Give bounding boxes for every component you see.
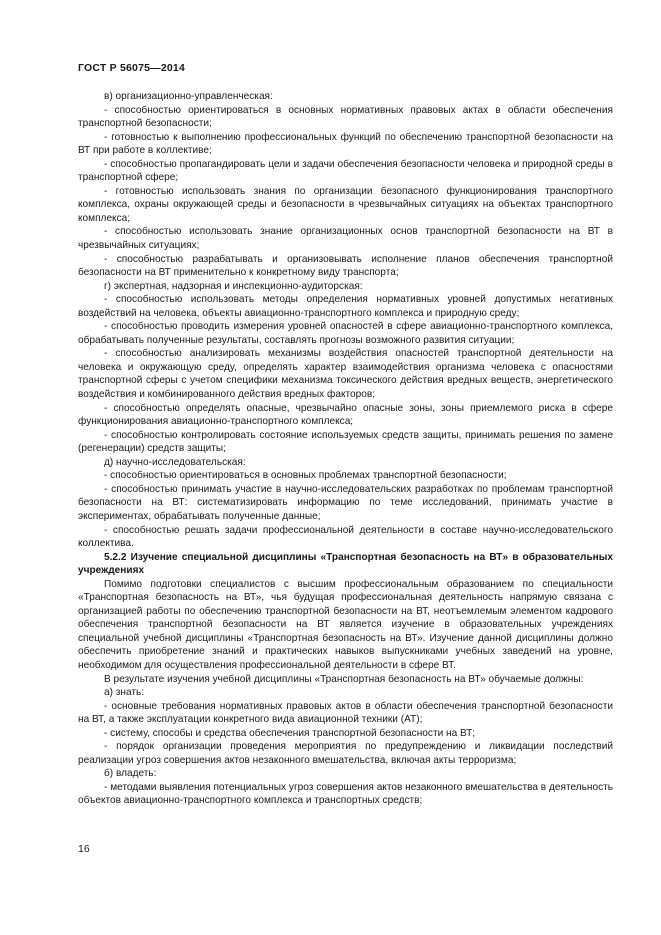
paragraph: - способностью разрабатывать и организовывать исполнение планов обеспечения транспортной безопасности на ВТ применительно к конкретному виду транспорта;: [78, 253, 613, 279]
paragraph: - способностью контролировать состояние используемых средств защиты, принимать решения по замене (регенерации) средств защиты;: [78, 429, 613, 455]
paragraph: - способностью принимать участие в научно-исследовательских разработках по проблемам транспортной безопасности на ВТ: систематизировать информацию по теме исследований, принимать участие в экспериментах, обрабатывать полученные данные;: [78, 483, 613, 522]
paragraph: - готовностью к выполнению профессиональных функций по обеспечению транспортной безопасности на ВТ при работе в коллективе;: [78, 131, 613, 157]
paragraph: в) организационно-управленческая:: [104, 91, 273, 102]
paragraph: д) научно-исследовательская:: [104, 456, 246, 468]
paragraph: - способностью решать задачи профессиональной деятельности в составе научно-исследовательского коллектива.: [78, 524, 613, 550]
document-body: [78, 90, 613, 808]
paragraph: б) владеть:: [104, 768, 157, 780]
paragraph: - основные требования нормативных правовых актов в области обеспечения транспортной безопасности на ВТ, а также эксплуатации конкретного вида авиационной техники (АТ);: [78, 700, 613, 726]
paragraph: а) знать:: [104, 687, 145, 699]
paragraph: - способностью определять опасные, чрезвычайно опасные зоны, зоны приемлемого риска в сфере функционирования авиационно-транспортного комплекса;: [78, 402, 613, 428]
paragraph: - порядок организации проведения мероприятия по предупреждению и ликвидации последствий реализации угроз совершения актов незаконного вмешательства, включая акты терроризма;: [78, 741, 613, 766]
paragraph: - способностью ориентироваться в основных проблемах транспортной безопасности;: [104, 470, 507, 482]
section-heading: 5.2.2 Изучение специальной дисциплины «Транспортная безопасность на ВТ» в образовательных учреждениях: [78, 551, 613, 577]
paragraph: - методами выявления потенциальных угроз совершения актов незаконного вмешательства в деятельность объектов авиационно-транспортного комплекса и транспортных средств;: [78, 781, 613, 807]
paragraph: - готовностью использовать знания по организации безопасного функционирования транспортного комплекса, охраны окружающей среды и безопасности в чрезвычайных ситуациях на объектах транспортного комплекса;: [78, 185, 613, 224]
paragraph: - способностью пропагандировать цели и задачи обеспечения безопасности человека и природной среды в транспортной сфере;: [78, 158, 613, 184]
document-header: ГОСТ Р 56075—2014: [78, 62, 186, 74]
paragraph: - способностью использовать знание организационных основ транспортной безопасности на ВТ в чрезвычайных ситуациях;: [78, 226, 613, 252]
paragraph: - способностью ориентироваться в основных нормативных правовых актах в области обеспечения транспортной безопасности;: [78, 104, 613, 130]
page-number: 16: [78, 843, 90, 855]
paragraph: В результате изучения учебной дисциплины «Транспортная безопасность на ВТ» обучаемые должны:: [104, 673, 584, 685]
paragraph: - способностью проводить измерения уровней опасностей в сфере авиационно-транспортного комплекса, обрабатывать полученные результаты, составлять прогнозы возможного развития ситуации;: [78, 321, 613, 346]
paragraph: - систему, способы и средства обеспечения транспортной безопасности на ВТ;: [104, 727, 476, 739]
paragraph: г) экспертная, надзорная и инспекционно-аудиторская:: [104, 280, 363, 292]
paragraph: - способностью анализировать механизмы воздействия опасностей транспортной деятельности на человека и окружающую среду, определять характер взаимодействия организма человека с опасностями транспортной сферы с учетом специфики механизма токсического действия вредных веществ, энергетического воздействия и комбинированного действия вредных факторов;: [78, 348, 613, 401]
paragraph: Помимо подготовки специалистов с высшим профессиональным образованием по специальности «Транспортная безопасность на ВТ», чья будущая профессиональная деятельность напрямую связана с организацией работы по обеспечению транспортной безопасности на ВТ, неотъемлемым элементом кадрового обеспечения транспортной безопасности на ВТ является изучение в образовательных учреждениях специальной учебной дисциплины «Транспортная безопасность на ВТ». Изучение данной дисциплины должно обеспечить приобретение знаний и практических навыков выпускниками учебных заведений на уровне, необходимом для осуществления профессиональной деятельности в сфере ВТ.: [78, 578, 613, 671]
paragraph: - способностью использовать методы определения нормативных уровней допустимых негативных воздействий на человека, объекты авиационно-транспортного комплекса и природную среду;: [78, 294, 613, 319]
